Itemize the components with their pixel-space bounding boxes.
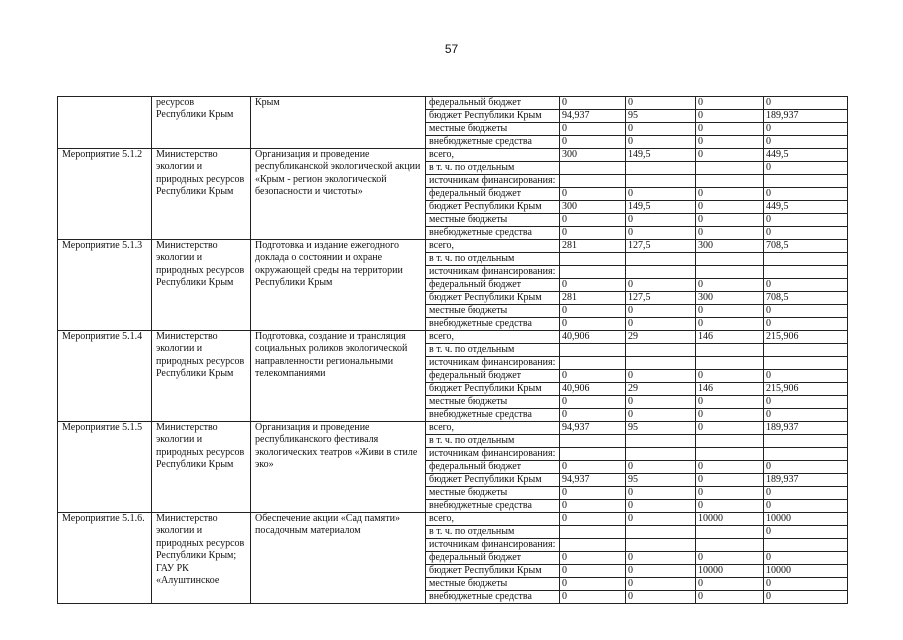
funding-source-cell: бюджет Республики Крым — [426, 201, 560, 214]
amount-cell: 0 — [560, 461, 626, 474]
amount-cell: 0 — [626, 214, 696, 227]
amount-cell: 29 — [626, 383, 696, 396]
funding-source-cell: внебюджетные средства — [426, 591, 560, 604]
amount-cell — [560, 162, 626, 175]
amount-cell — [560, 253, 626, 266]
amount-cell: 127,5 — [626, 240, 696, 253]
funding-source-cell: местные бюджеты — [426, 305, 560, 318]
funding-source-cell: местные бюджеты — [426, 578, 560, 591]
amount-cell — [626, 526, 696, 539]
page-number: 57 — [444, 42, 459, 56]
funding-source-cell: в т. ч. по отдельным — [426, 526, 560, 539]
budget-table — [57, 96, 848, 604]
amount-cell — [560, 175, 626, 188]
amount-cell: 0 — [696, 110, 764, 123]
amount-cell: 0 — [696, 578, 764, 591]
funding-source-cell: местные бюджеты — [426, 396, 560, 409]
amount-cell: 0 — [696, 318, 764, 331]
description-cell: Организация и проведение республиканской экологической акции «Крым - регион экологической безопасности и чистоты» — [251, 149, 426, 240]
amount-cell: 0 — [696, 461, 764, 474]
amount-cell: 0 — [764, 409, 848, 422]
amount-cell: 0 — [626, 591, 696, 604]
amount-cell: 0 — [560, 318, 626, 331]
amount-cell: 0 — [626, 396, 696, 409]
funding-source-cell: всего, — [426, 513, 560, 526]
amount-cell: 0 — [764, 591, 848, 604]
amount-cell: 0 — [626, 123, 696, 136]
funding-source-cell: бюджет Республики Крым — [426, 565, 560, 578]
amount-cell — [764, 435, 848, 448]
amount-cell: 281 — [560, 240, 626, 253]
amount-cell: 0 — [764, 214, 848, 227]
amount-cell: 0 — [696, 474, 764, 487]
funding-source-cell: федеральный бюджет — [426, 279, 560, 292]
funding-source-cell: источникам финансирования: — [426, 448, 560, 461]
amount-cell: 0 — [764, 578, 848, 591]
amount-cell: 0 — [626, 305, 696, 318]
funding-source-cell: местные бюджеты — [426, 214, 560, 227]
description-cell: Обеспечение акции «Сад памяти» посадочным материалом — [251, 513, 426, 604]
executor-cell: Министерство экологии и природных ресурсов Республики Крым — [152, 422, 251, 513]
amount-cell: 0 — [696, 214, 764, 227]
amount-cell: 40,906 — [560, 383, 626, 396]
amount-cell — [626, 435, 696, 448]
table-row — [58, 149, 848, 162]
executor-cell: Министерство экологии и природных ресурсов Республики Крым — [152, 149, 251, 240]
executor-cell: Министерство экологии и природных ресурсов Республики Крым — [152, 240, 251, 331]
amount-cell: 127,5 — [626, 292, 696, 305]
funding-source-cell: источникам финансирования: — [426, 175, 560, 188]
amount-cell — [696, 448, 764, 461]
amount-cell — [696, 253, 764, 266]
amount-cell: 0 — [764, 279, 848, 292]
amount-cell: 0 — [696, 552, 764, 565]
amount-cell: 10000 — [764, 565, 848, 578]
amount-cell — [764, 266, 848, 279]
description-cell: Подготовка и издание ежегодного доклада о состоянии и охране окружающей среды на территории Республики Крым — [251, 240, 426, 331]
amount-cell: 281 — [560, 292, 626, 305]
amount-cell: 40,906 — [560, 331, 626, 344]
amount-cell: 300 — [696, 292, 764, 305]
funding-source-cell: федеральный бюджет — [426, 461, 560, 474]
amount-cell: 0 — [560, 370, 626, 383]
funding-source-cell: в т. ч. по отдельным — [426, 253, 560, 266]
amount-cell: 0 — [696, 227, 764, 240]
funding-source-cell: местные бюджеты — [426, 123, 560, 136]
amount-cell: 0 — [560, 513, 626, 526]
amount-cell: 0 — [626, 552, 696, 565]
amount-cell: 0 — [560, 305, 626, 318]
amount-cell: 0 — [560, 565, 626, 578]
funding-source-cell: внебюджетные средства — [426, 227, 560, 240]
amount-cell: 0 — [560, 123, 626, 136]
measure-cell: Мероприятие 5.1.6. — [58, 513, 152, 604]
table-row — [58, 331, 848, 344]
amount-cell — [764, 448, 848, 461]
amount-cell: 300 — [696, 240, 764, 253]
amount-cell — [696, 526, 764, 539]
amount-cell — [626, 266, 696, 279]
amount-cell: 0 — [764, 305, 848, 318]
amount-cell: 0 — [764, 370, 848, 383]
amount-cell: 449,5 — [764, 149, 848, 162]
funding-source-cell: федеральный бюджет — [426, 552, 560, 565]
amount-cell — [560, 357, 626, 370]
executor-cell: ресурсов Республики Крым — [152, 97, 251, 149]
funding-source-cell: в т. ч. по отдельным — [426, 435, 560, 448]
amount-cell: 0 — [696, 97, 764, 110]
amount-cell: 215,906 — [764, 383, 848, 396]
amount-cell: 0 — [764, 552, 848, 565]
funding-source-cell: всего, — [426, 240, 560, 253]
amount-cell: 0 — [764, 227, 848, 240]
amount-cell: 0 — [696, 422, 764, 435]
amount-cell: 0 — [764, 188, 848, 201]
amount-cell: 0 — [764, 123, 848, 136]
amount-cell: 0 — [560, 409, 626, 422]
funding-source-cell: бюджет Республики Крым — [426, 110, 560, 123]
description-cell: Организация и проведение республиканского фестиваля экологических театров «Живи в стиле эко» — [251, 422, 426, 513]
measure-cell: Мероприятие 5.1.3 — [58, 240, 152, 331]
description-cell: Крым — [251, 97, 426, 149]
amount-cell: 0 — [560, 591, 626, 604]
amount-cell: 0 — [560, 578, 626, 591]
amount-cell — [696, 344, 764, 357]
amount-cell: 0 — [560, 487, 626, 500]
amount-cell: 708,5 — [764, 240, 848, 253]
amount-cell — [626, 253, 696, 266]
amount-cell: 0 — [696, 370, 764, 383]
amount-cell: 449,5 — [764, 201, 848, 214]
funding-source-cell: источникам финансирования: — [426, 357, 560, 370]
amount-cell — [560, 344, 626, 357]
funding-source-cell: в т. ч. по отдельным — [426, 162, 560, 175]
amount-cell: 0 — [560, 552, 626, 565]
amount-cell — [560, 266, 626, 279]
amount-cell — [560, 526, 626, 539]
amount-cell: 0 — [560, 227, 626, 240]
measure-cell — [58, 97, 152, 149]
funding-source-cell: источникам финансирования: — [426, 266, 560, 279]
amount-cell — [696, 266, 764, 279]
amount-cell: 300 — [560, 149, 626, 162]
amount-cell: 0 — [764, 526, 848, 539]
amount-cell: 0 — [560, 136, 626, 149]
funding-source-cell: внебюджетные средства — [426, 500, 560, 513]
amount-cell: 0 — [764, 318, 848, 331]
amount-cell: 0 — [764, 136, 848, 149]
funding-source-cell: в т. ч. по отдельным — [426, 344, 560, 357]
amount-cell: 0 — [764, 487, 848, 500]
funding-source-cell: федеральный бюджет — [426, 370, 560, 383]
amount-cell: 149,5 — [626, 149, 696, 162]
funding-source-cell: бюджет Республики Крым — [426, 292, 560, 305]
amount-cell: 189,937 — [764, 474, 848, 487]
amount-cell: 0 — [764, 500, 848, 513]
amount-cell: 0 — [626, 500, 696, 513]
amount-cell: 0 — [696, 409, 764, 422]
amount-cell: 0 — [696, 149, 764, 162]
table-row — [58, 240, 848, 253]
amount-cell: 0 — [696, 487, 764, 500]
description-cell: Подготовка, создание и трансляция социальных роликов экологической направленности региональными телекомпаниями — [251, 331, 426, 422]
amount-cell — [560, 435, 626, 448]
amount-cell: 0 — [626, 513, 696, 526]
table-row — [58, 513, 848, 526]
amount-cell: 0 — [626, 565, 696, 578]
amount-cell: 0 — [626, 188, 696, 201]
amount-cell: 95 — [626, 110, 696, 123]
amount-cell: 0 — [626, 578, 696, 591]
amount-cell: 0 — [626, 461, 696, 474]
amount-cell: 0 — [696, 136, 764, 149]
amount-cell — [764, 357, 848, 370]
amount-cell — [696, 162, 764, 175]
amount-cell: 0 — [626, 318, 696, 331]
amount-cell: 0 — [696, 188, 764, 201]
amount-cell: 0 — [764, 162, 848, 175]
table-row — [58, 97, 848, 110]
amount-cell: 0 — [626, 227, 696, 240]
funding-source-cell: внебюджетные средства — [426, 318, 560, 331]
amount-cell — [764, 539, 848, 552]
amount-cell: 0 — [764, 97, 848, 110]
amount-cell: 10000 — [696, 565, 764, 578]
measure-cell: Мероприятие 5.1.2 — [58, 149, 152, 240]
amount-cell: 146 — [696, 383, 764, 396]
amount-cell — [696, 539, 764, 552]
amount-cell: 189,937 — [764, 422, 848, 435]
amount-cell — [696, 357, 764, 370]
amount-cell: 29 — [626, 331, 696, 344]
amount-cell: 94,937 — [560, 474, 626, 487]
amount-cell: 300 — [560, 201, 626, 214]
funding-source-cell: источникам финансирования: — [426, 539, 560, 552]
funding-source-cell: федеральный бюджет — [426, 188, 560, 201]
amount-cell — [626, 357, 696, 370]
amount-cell: 0 — [560, 500, 626, 513]
amount-cell: 0 — [696, 279, 764, 292]
amount-cell: 10000 — [764, 513, 848, 526]
amount-cell: 0 — [626, 136, 696, 149]
amount-cell: 0 — [560, 188, 626, 201]
amount-cell: 0 — [560, 279, 626, 292]
funding-source-cell: бюджет Республики Крым — [426, 474, 560, 487]
amount-cell: 708,5 — [764, 292, 848, 305]
amount-cell: 0 — [626, 370, 696, 383]
amount-cell: 0 — [696, 123, 764, 136]
amount-cell: 0 — [696, 591, 764, 604]
amount-cell: 95 — [626, 474, 696, 487]
amount-cell — [764, 175, 848, 188]
amount-cell: 0 — [696, 396, 764, 409]
amount-cell — [626, 539, 696, 552]
amount-cell — [626, 448, 696, 461]
amount-cell: 94,937 — [560, 110, 626, 123]
funding-source-cell: внебюджетные средства — [426, 409, 560, 422]
funding-source-cell: всего, — [426, 422, 560, 435]
amount-cell: 0 — [626, 97, 696, 110]
amount-cell: 0 — [696, 500, 764, 513]
amount-cell — [626, 175, 696, 188]
funding-source-cell: всего, — [426, 331, 560, 344]
executor-cell: Министерство экологии и природных ресурсов Республики Крым; ГАУ РК «Алуштинское — [152, 513, 251, 604]
amount-cell: 0 — [764, 461, 848, 474]
amount-cell: 189,937 — [764, 110, 848, 123]
executor-cell: Министерство экологии и природных ресурсов Республики Крым — [152, 331, 251, 422]
amount-cell — [696, 435, 764, 448]
amount-cell: 0 — [626, 409, 696, 422]
funding-source-cell: местные бюджеты — [426, 487, 560, 500]
funding-source-cell: всего, — [426, 149, 560, 162]
amount-cell: 149,5 — [626, 201, 696, 214]
amount-cell — [560, 448, 626, 461]
funding-source-cell: бюджет Республики Крым — [426, 383, 560, 396]
amount-cell: 10000 — [696, 513, 764, 526]
amount-cell: 0 — [560, 214, 626, 227]
amount-cell — [764, 344, 848, 357]
amount-cell — [696, 175, 764, 188]
amount-cell — [560, 539, 626, 552]
measure-cell: Мероприятие 5.1.5 — [58, 422, 152, 513]
amount-cell: 95 — [626, 422, 696, 435]
amount-cell: 0 — [626, 279, 696, 292]
funding-source-cell: федеральный бюджет — [426, 97, 560, 110]
amount-cell — [764, 253, 848, 266]
amount-cell: 215,906 — [764, 331, 848, 344]
amount-cell: 146 — [696, 331, 764, 344]
amount-cell: 0 — [764, 396, 848, 409]
measure-cell: Мероприятие 5.1.4 — [58, 331, 152, 422]
amount-cell: 0 — [560, 97, 626, 110]
amount-cell: 0 — [560, 396, 626, 409]
amount-cell: 0 — [626, 487, 696, 500]
table-row — [58, 422, 848, 435]
funding-source-cell: внебюджетные средства — [426, 136, 560, 149]
amount-cell: 0 — [696, 305, 764, 318]
amount-cell: 0 — [696, 201, 764, 214]
amount-cell — [626, 344, 696, 357]
amount-cell: 94,937 — [560, 422, 626, 435]
amount-cell — [626, 162, 696, 175]
